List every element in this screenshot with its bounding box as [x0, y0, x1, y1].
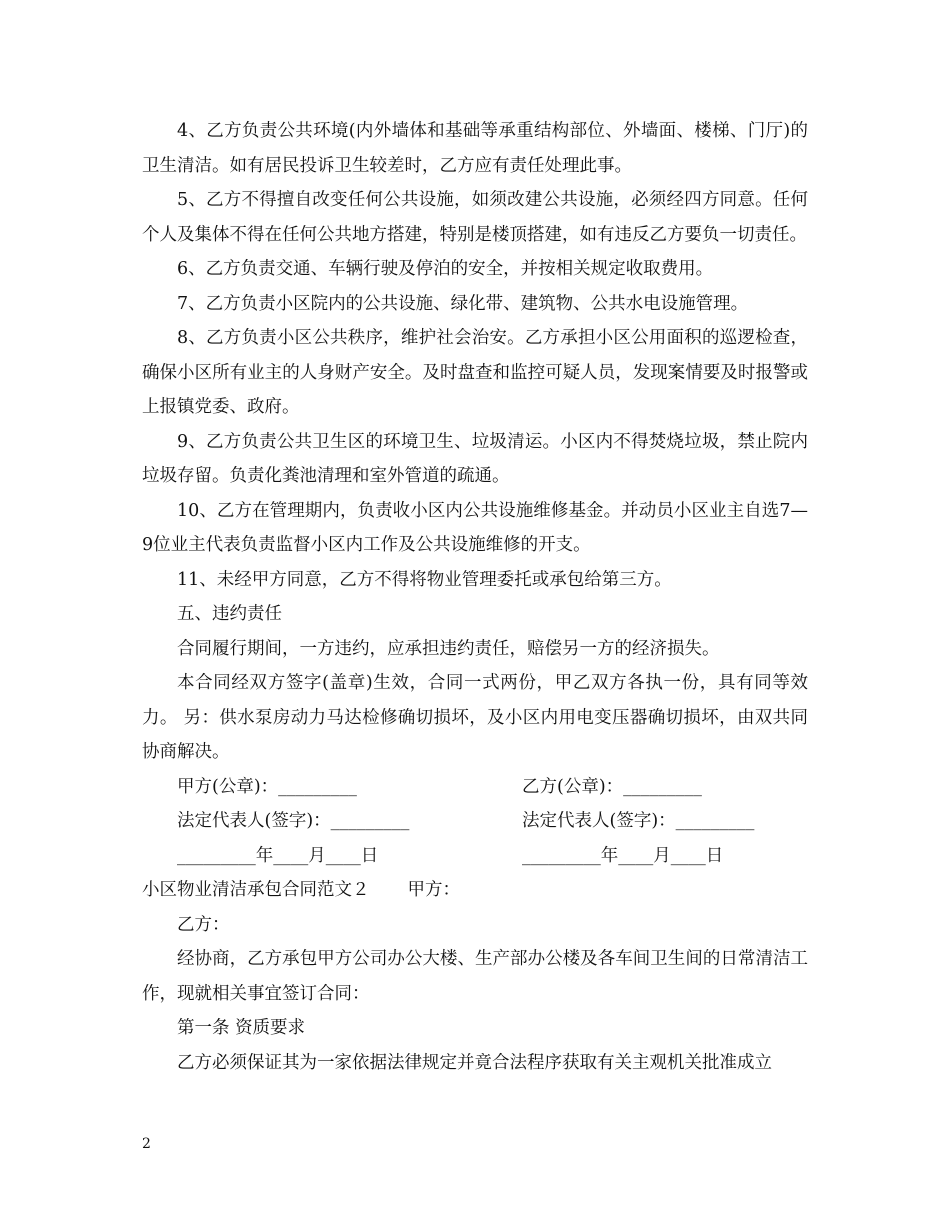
party-b-seal-line: 乙方(公章)：_________ [522, 776, 702, 797]
paragraph-clause-11: 11、未经甲方同意，乙方不得将物业管理委托或承包给第三方。 [177, 569, 672, 590]
paragraph-clause-6: 6、乙方负责交通、车辆行驶及停泊的安全，并按相关规定收取费用。 [177, 259, 714, 279]
article-1-text: 乙方必须保证其为一家依据法律规定并竟合法程序获取有关主观机关批准成立 [177, 1052, 772, 1073]
signature-row-seal [142, 770, 808, 805]
article-1-heading: 第一条 资质要求 [177, 1018, 306, 1038]
paragraph-clause-7: 7、乙方负责小区院内的公共设施、绿化带、建筑物、公共水电设施管理。 [177, 293, 749, 314]
party-b-representative-line: 法定代表人(签字)：_________ [522, 811, 755, 831]
section2-title-line [142, 873, 808, 908]
paragraph-breach-liability: 合同履行期间，一方违约，应承担违约责任，赔偿另一方的经济损失。 [177, 638, 720, 659]
party-a-representative-line: 法定代表人(签字)：_________ [177, 811, 410, 831]
paragraph-effectiveness: 本合同经双方签字(盖章)生效，合同一式两份，甲乙双方各执一份，具有同等效力。 另：供水泵房动力马达检修确切损坏，及小区内用电变压器确切损坏，由双共同协商解决。 [142, 673, 808, 762]
page-number: 2 [142, 1136, 151, 1152]
paragraph-clause-5: 5、乙方不得擅自改变任何公共设施，如须改建公共设施，必须经四方同意。任何个人及集体不得在任何公共地方搭建，特别是楼顶搭建，如有违反乙方要负一切责任。 [142, 190, 808, 245]
section-heading-breach: 五、违约责任 [177, 604, 282, 624]
signature-row-representative [142, 804, 808, 839]
paragraph-clause-8: 8、乙方负责小区公共秩序，维护社会治安。乙方承担小区公用面积的巡逻检查，确保小区所有业主的人身财产安全。及时盘查和监控可疑人员，发现案情要及时报警或上报镇党委、政府。 [142, 328, 808, 417]
paragraph-clause-9: 9、乙方负责公共卫生区的环境卫生、垃圾清运。小区内不得焚烧垃圾，禁止院内垃圾存留。负责化粪池清理和室外管道的疏通。 [142, 431, 808, 486]
document-body [142, 114, 808, 1080]
party-a-seal-line: 甲方(公章)：_________ [177, 776, 357, 797]
party-b-date-line: _________年____月____日 [522, 845, 724, 866]
signature-row-date [142, 839, 808, 874]
party-a-date-line: _________年____月____日 [177, 845, 379, 866]
section2-intro: 经协商，乙方承包甲方公司办公大楼、生产部办公楼及各车间卫生间的日常清洁工作，现就相关事宜签订合同： [142, 949, 808, 1004]
section2-title: 小区物业清洁承包合同范文２ [142, 880, 370, 900]
section2-party-a: 甲方： [407, 880, 460, 900]
paragraph-clause-4: 4、乙方负责公共环境(内外墙体和基础等承重结构部位、外墙面、楼梯、门厅)的卫生清洁。如有居民投诉卫生较差时，乙方应有责任处理此事。 [142, 121, 808, 176]
paragraph-clause-10: 10、乙方在管理期内，负责收小区内公共设施维修基金。并动员小区业主自选7—9位业主代表负责监督小区内工作及公共设施维修的开支。 [142, 500, 808, 555]
section2-party-b: 乙方： [177, 914, 230, 935]
